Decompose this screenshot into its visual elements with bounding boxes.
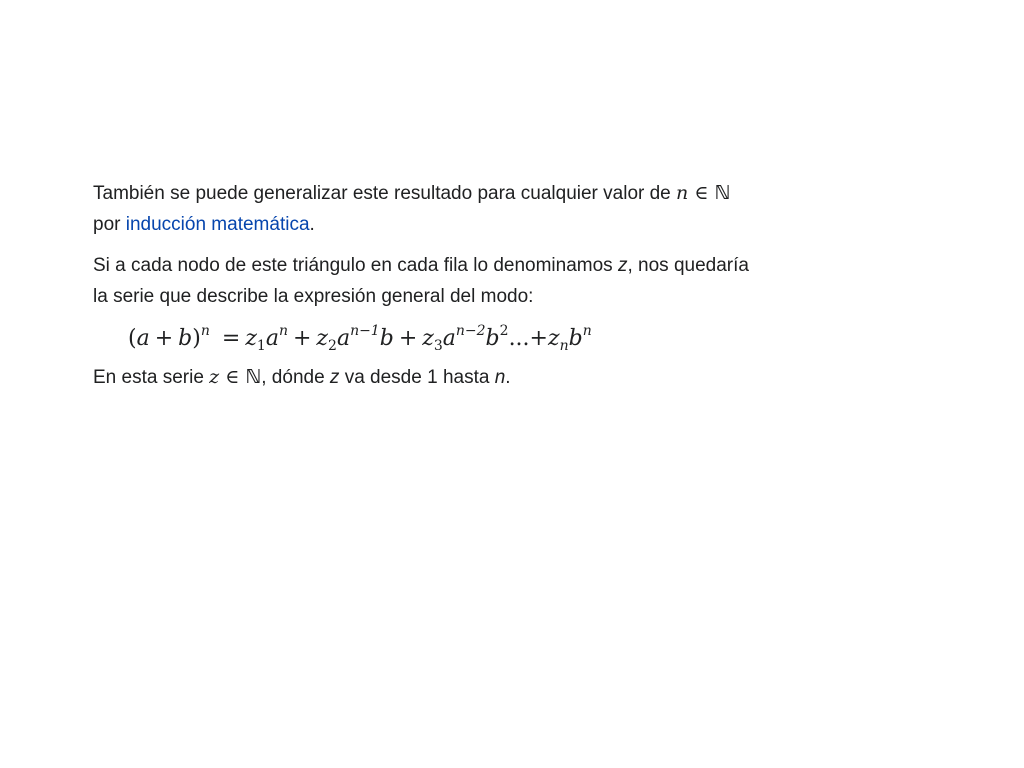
- formula-equals: =: [221, 326, 241, 351]
- formula-sub-3: 3: [433, 338, 443, 354]
- formula-plus: +: [154, 326, 174, 351]
- article-content: [93, 178, 813, 393]
- formula-a: a: [336, 326, 351, 351]
- formula-exponent-n: n: [278, 323, 288, 339]
- paragraph-text: por: [93, 214, 126, 235]
- variable-z: z: [329, 367, 340, 388]
- variable-n: n: [494, 367, 506, 388]
- formula-b: b: [379, 326, 394, 351]
- formula-exponent-n: n: [582, 323, 592, 339]
- math-element-of: ∈: [219, 366, 246, 388]
- formula-ellipsis: ...: [508, 326, 530, 351]
- formula-exponent-n-minus-1: n−1: [350, 323, 380, 339]
- paragraph-text: En esta serie: [93, 367, 210, 388]
- induccion-matematica-link[interactable]: inducción matemática: [125, 214, 310, 235]
- paragraph-series-range: [93, 362, 813, 393]
- paragraph-text: va desde 1 hasta: [339, 367, 495, 388]
- formula-b: b: [568, 326, 583, 351]
- paragraph-text: , nos quedaría: [627, 255, 749, 276]
- variable-z: z: [617, 255, 628, 276]
- math-naturals-symbol: ℕ: [714, 182, 731, 204]
- formula-a: a: [442, 326, 456, 351]
- math-variable-z: z: [209, 366, 220, 388]
- formula-plus: +: [292, 326, 312, 351]
- formula-paren-close: ): [192, 326, 201, 351]
- formula-a: a: [265, 326, 279, 351]
- formula-zn: z: [547, 326, 560, 351]
- formula-b: b: [485, 326, 500, 351]
- formula-plus: +: [529, 326, 548, 351]
- paragraph-text: Si a cada nodo de este triángulo en cada fila lo denominamos: [93, 255, 618, 276]
- paragraph-text: , dónde: [261, 367, 330, 388]
- formula-b: b: [178, 326, 193, 351]
- formula-paren-open: (: [128, 326, 137, 351]
- paragraph-text: .: [309, 214, 315, 235]
- formula-sub-2: 2: [328, 338, 337, 354]
- paragraph-text: También se puede generalizar este resultado para cualquier valor de: [93, 183, 677, 204]
- formula-plus: +: [398, 326, 418, 351]
- formula-exponent-n: n: [200, 323, 210, 339]
- formula-z1: z: [245, 326, 257, 351]
- math-variable-n: n: [676, 182, 689, 204]
- formula-sub-1: 1: [256, 338, 266, 354]
- formula-exponent-n-minus-2: n−2: [455, 323, 486, 339]
- paragraph-induction: [93, 178, 813, 240]
- paragraph-text: .: [505, 367, 511, 388]
- binomial-formula: [128, 322, 813, 356]
- formula-exponent-2: 2: [499, 323, 509, 339]
- formula-z3: z: [422, 326, 434, 351]
- formula-sub-n: n: [559, 338, 569, 354]
- paragraph-series-intro: [93, 250, 813, 312]
- math-element-of: ∈: [688, 182, 715, 204]
- formula-z2: z: [316, 326, 329, 351]
- math-naturals-symbol: ℕ: [245, 366, 262, 388]
- formula-a: a: [136, 326, 150, 351]
- paragraph-text: la serie que describe la expresión general del modo:: [93, 286, 534, 307]
